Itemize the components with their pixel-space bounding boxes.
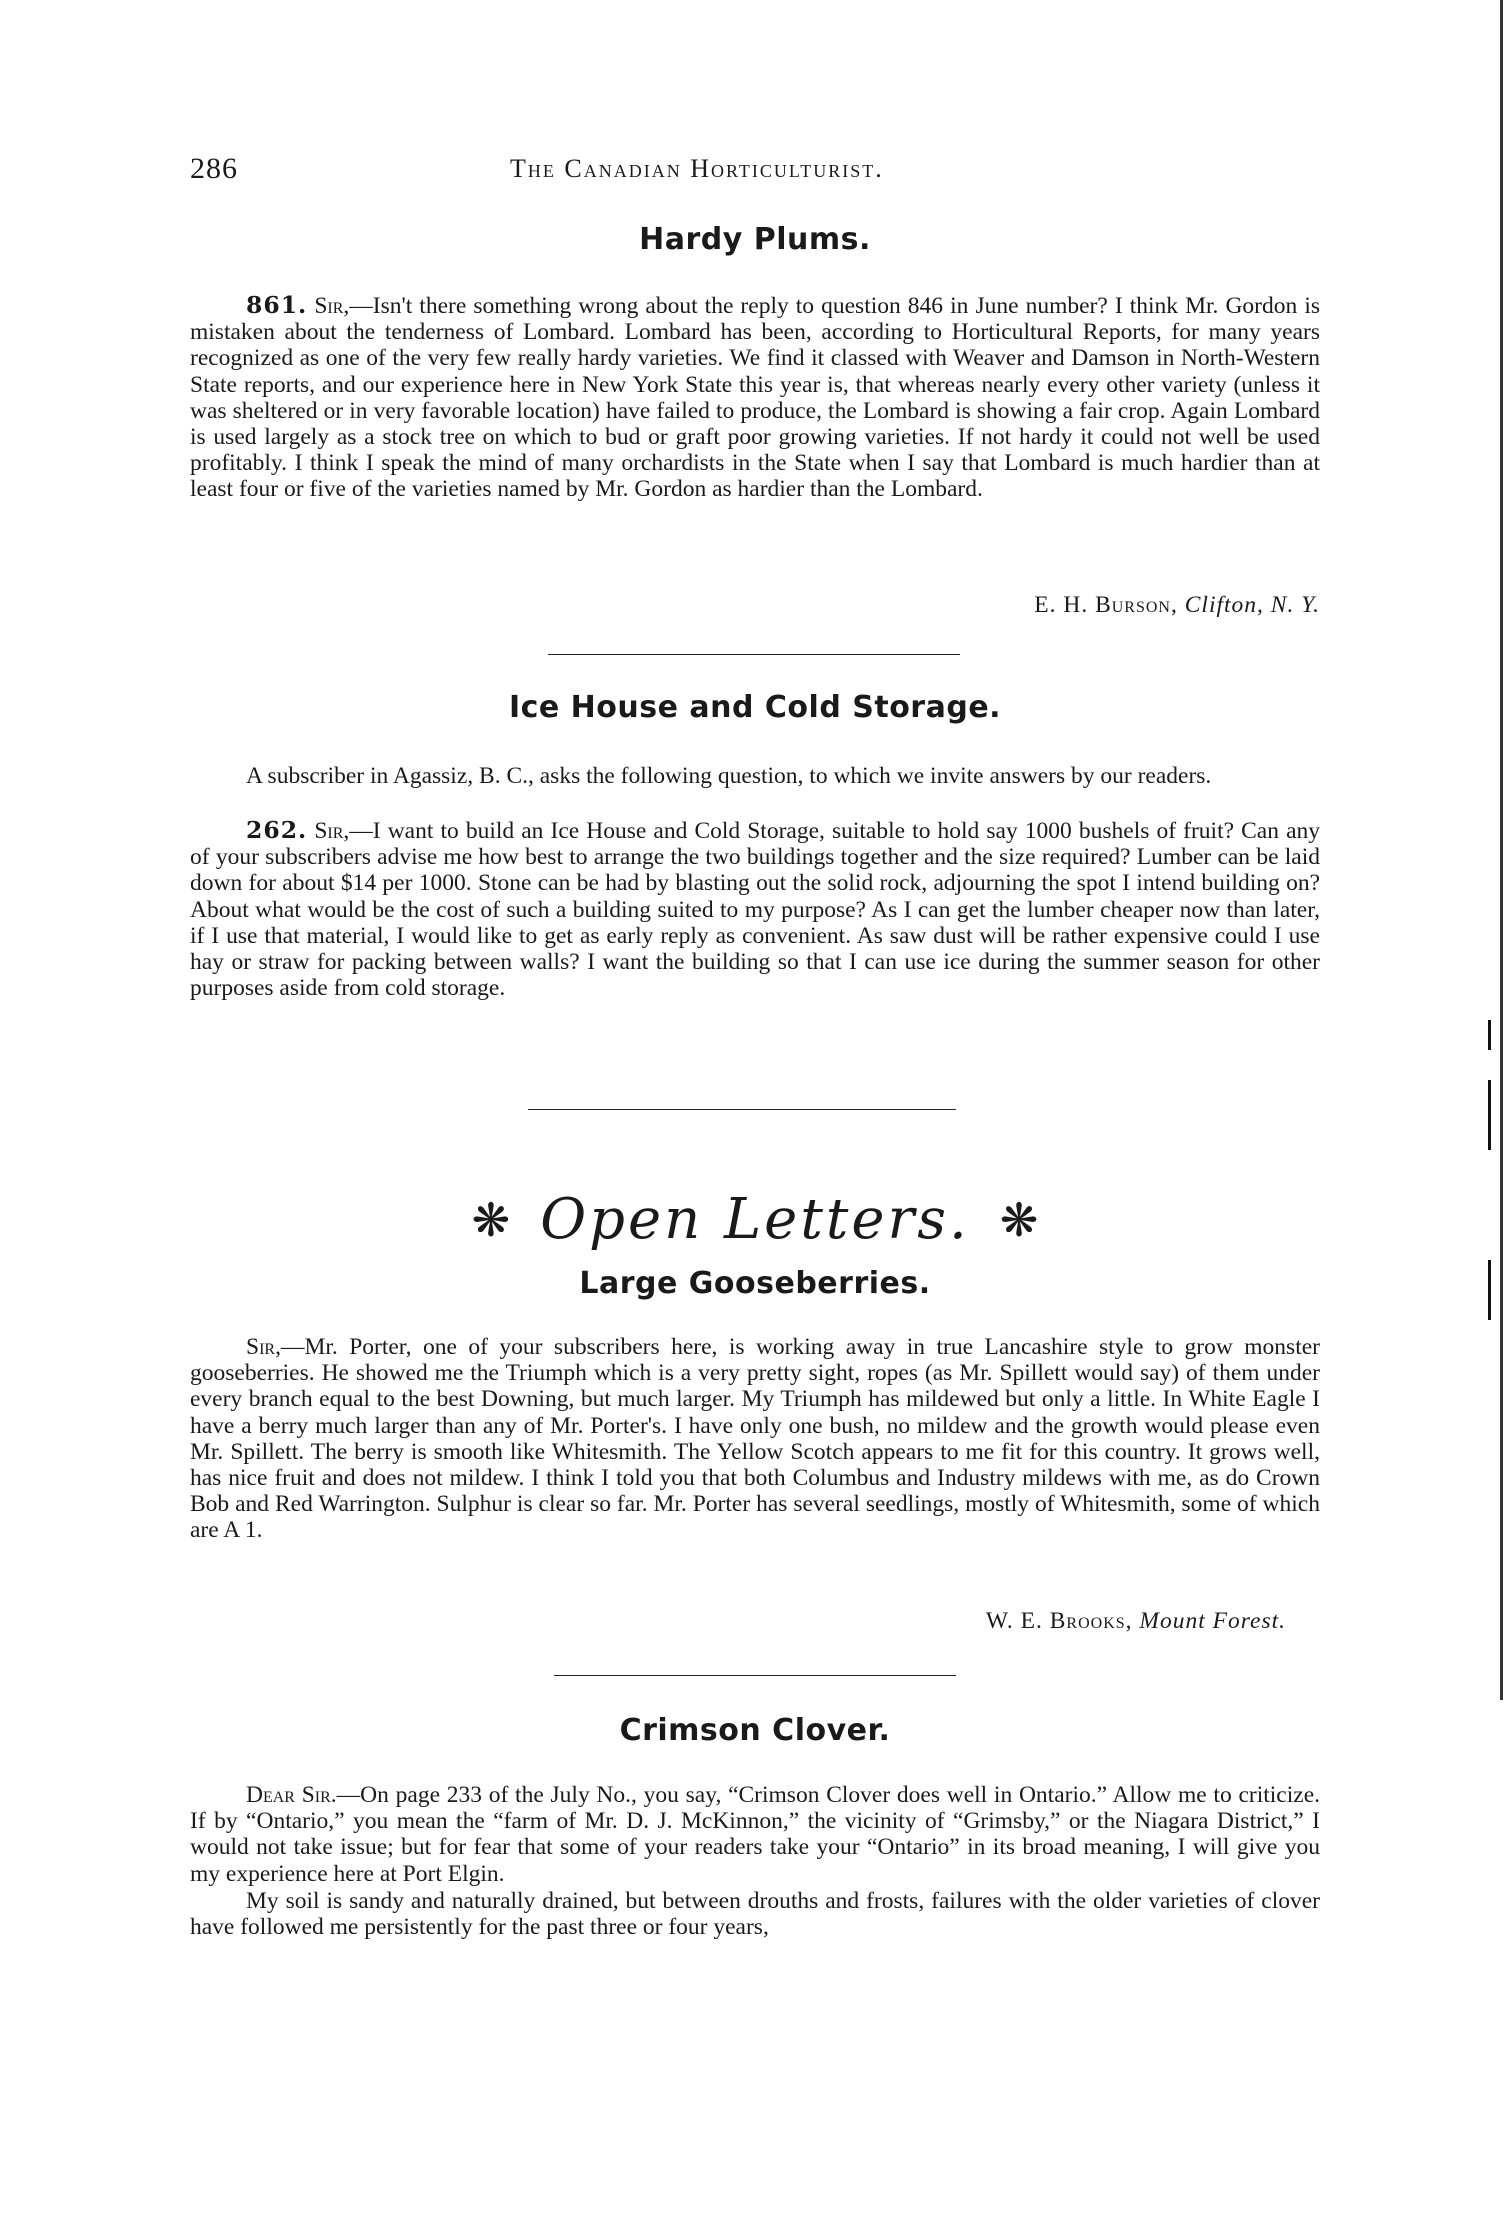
paragraph-text: —On page 233 of the July No., you say, “Crimson Clover does well in Ontario.” Allow me to criticize. If by “Ontario,” you mean the “farm of Mr. D. J. McKinnon,” the vicinity of “Grimsby,” or the Niagara District,” I would not take issue; but for fear that some of your readers take your “Ontario” in its broad meaning, I will give you my experience here at Port Elgin.: [190, 1782, 1320, 1887]
scan-edge-mark: [1488, 1260, 1491, 1320]
letter-paragraph-gooseberries: [190, 1334, 1320, 1544]
question-number: 861.: [246, 291, 308, 319]
letter-paragraph-crimson-clover: [190, 1782, 1320, 1887]
scan-edge-mark: [1488, 1020, 1491, 1050]
journal-title: The Canadian Horticulturist.: [510, 154, 884, 183]
article-paragraph-hardy-plums: [190, 292, 1320, 503]
open-letters-banner: [190, 1180, 1320, 1260]
article-intro-ice-house: A subscriber in Agassiz, B. C., asks the following question, to which we invite answers by our readers.: [246, 763, 1212, 789]
article-heading-hardy-plums: Hardy Plums.: [639, 222, 871, 257]
salutation: Dear Sir.: [246, 1782, 337, 1808]
flower-ornament-icon: ❋: [471, 1193, 511, 1247]
paragraph-text: —I want to build an Ice House and Cold Storage, suitable to hold say 1000 bushels of fruit? Can any of your subscribers advise me how best to arrange the two buildings together and the size required? Lumber can be laid down for about $14 per 1000. Stone can be had by blasting out the solid rock, adjourning the spot I intend building on? About what would be the cost of such a building suited to my purpose? As I can get the lumber cheaper now than later, if I use that material, I would like to get as early reply as convenient. As saw dust will be rather expensive could I use hay or straw for packing between walls? I want the building so that I can use ice during the summer season for other purposes aside from cold storage.: [190, 818, 1321, 1002]
section-divider: [528, 1109, 956, 1110]
open-letters-title: Open Letters.: [540, 1187, 970, 1252]
article-heading-ice-house: Ice House and Cold Storage.: [508, 690, 1002, 725]
paragraph-text: —Mr. Porter, one of your subscribers here, is working away in true Lancashire style to grow monster gooseberries. He showed me the Triumph which is a very pretty sight, ropes (as Mr. Spillett would say) of them under every branch equal to the best Downing, but much larger. My Triumph has mildewed but only a little. In White Eagle I have a berry much larger than any of Mr. Porter's. I have only one bush, no mildew and the growth would please even Mr. Spillett. The berry is smooth like Whitesmith. The Yellow Scotch appears to me fit for this country. It grows well, has nice fruit and does not mildew. I think I told you that both Columbus and Industry mildews with me, as do Crown Bob and Red Warrington. Sulphur is clear so far. Mr. Porter has several seedlings, mostly of Whitesmith, some of which are A 1.: [190, 1334, 1320, 1544]
running-head: [190, 152, 1320, 192]
signature-name: W. E. Brooks,: [985, 1608, 1133, 1634]
signature-place: Mount Forest.: [1139, 1608, 1286, 1634]
article-paragraph-ice-house: [190, 817, 1320, 1001]
flower-ornament-icon: ❋: [999, 1193, 1039, 1247]
signature-place: Clifton, N. Y.: [1184, 592, 1320, 618]
section-divider: [548, 654, 960, 655]
signature-name: E. H. Burson,: [1034, 592, 1178, 618]
paragraph-text: —Isn't there something wrong about the reply to question 846 in June number? I think Mr. Gordon is mistaken about the tenderness of Lombard. Lombard has been, according to Horticultural Reports, for many years recognized as one of the very few really hardy varieties. We find it classed with Weaver and Damson in North-Western State reports, and our experience here in New York State this year is, that whereas nearly every other variety (unless it was sheltered or in very favorable location) have failed to produce, the Lombard is showing a fair crop. Again Lombard is used largely as a stock tree on which to bud or graft poor growing varieties. If not hardy it could not well be used profitably. I think I speak the mind of many orchardists in the State when I say that Lombard is much hardier than at least four or five of the varieties named by Mr. Gordon as hardier than the Lombard.: [190, 293, 1320, 503]
signature-burson: [190, 592, 1320, 619]
scan-edge-mark: [1488, 1080, 1491, 1150]
letter-continuation-crimson-clover: My soil is sandy and naturally drained, but between drouths and frosts, failures with the older varieties of clover have followed me persistently for the past three or four years,: [190, 1888, 1320, 1941]
scan-edge-line: [1500, 0, 1503, 1700]
page-number: 286: [190, 152, 238, 185]
salutation: Sir,: [314, 818, 350, 844]
section-divider: [554, 1675, 956, 1676]
question-number: 262.: [246, 816, 308, 844]
salutation: Sir,: [246, 1334, 281, 1360]
letter-heading-gooseberries: Large Gooseberries.: [579, 1266, 931, 1301]
salutation: Sir,: [314, 293, 350, 319]
letter-heading-crimson-clover: Crimson Clover.: [619, 1713, 891, 1748]
signature-brooks: [190, 1608, 1286, 1635]
